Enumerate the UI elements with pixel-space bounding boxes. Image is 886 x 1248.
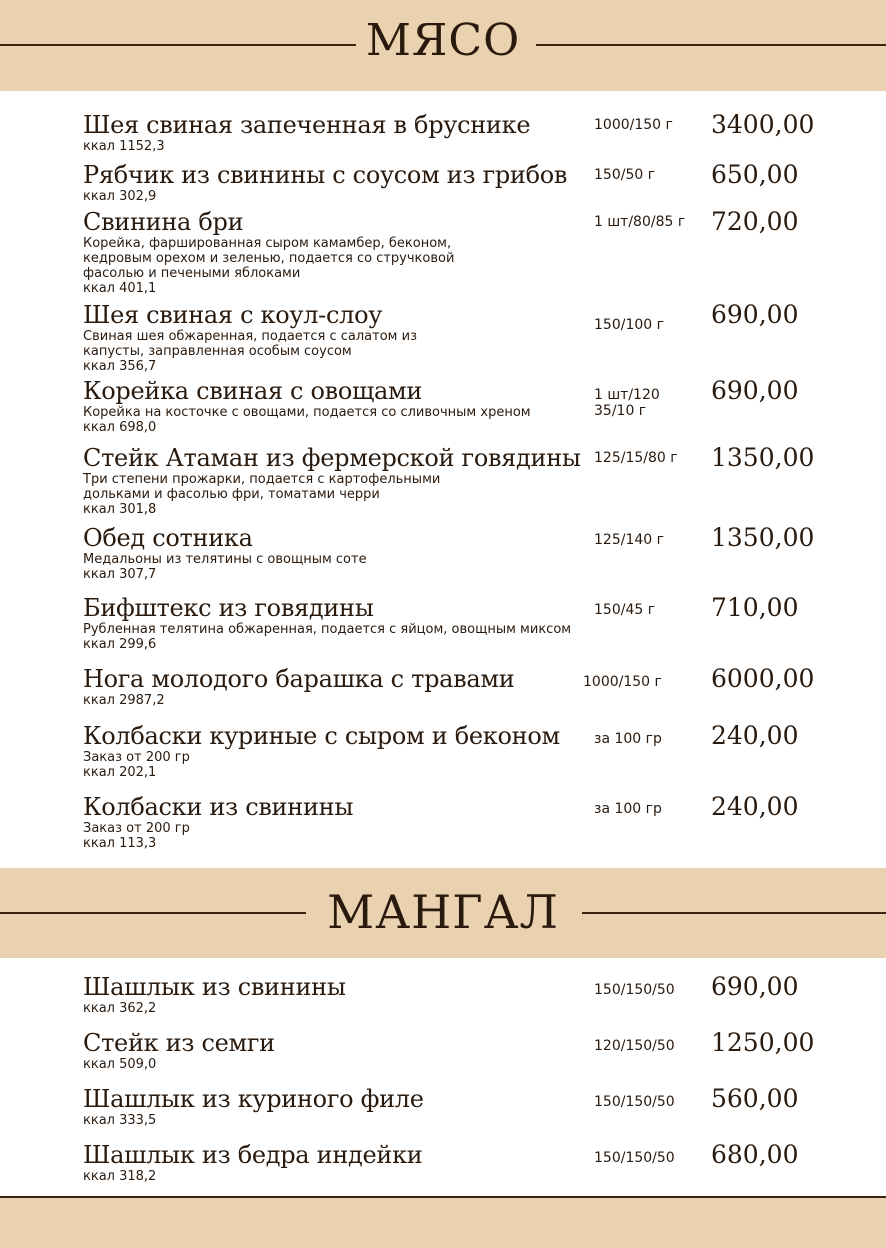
item-name: Рябчик из свинины с соусом из грибов xyxy=(83,161,568,189)
item-weight: 120/150/50 xyxy=(594,1038,675,1054)
menu-item xyxy=(83,973,863,1016)
item-name: Шашлык из бедра индейки xyxy=(83,1141,423,1169)
menu-item xyxy=(83,665,863,708)
item-name: Шашлык из свинины xyxy=(83,973,346,1001)
item-description: Корейка, фаршированная сыром камамбер, беконом, кедровым орехом и зеленью, подается со стручковой фасолью и печеными яблоками xyxy=(83,236,455,281)
menu-item xyxy=(83,111,863,154)
item-name: Шея свиная с коул-слоу xyxy=(83,301,383,329)
footer-band xyxy=(0,1196,886,1248)
item-name: Нога молодого барашка с травами xyxy=(83,665,515,693)
item-name: Стейк из семги xyxy=(83,1029,275,1057)
item-name: Обед сотника xyxy=(83,524,253,552)
menu-item xyxy=(83,793,863,851)
item-weight: 125/15/80 г xyxy=(594,450,678,466)
item-price: 690,00 xyxy=(711,300,799,329)
item-price: 240,00 xyxy=(711,721,799,750)
item-weight: 150/100 г xyxy=(594,317,664,333)
item-weight: 150/50 г xyxy=(594,167,656,183)
menu-item xyxy=(83,722,863,780)
menu-item xyxy=(83,1085,863,1128)
item-name: Колбаски куриные с сыром и беконом xyxy=(83,722,560,750)
item-kcal: ккал 362,2 xyxy=(83,1001,157,1016)
menu-item xyxy=(83,301,863,374)
item-kcal: ккал 401,1 xyxy=(83,281,157,296)
item-price: 1350,00 xyxy=(711,443,815,472)
item-name: Шея свиная запеченная в бруснике xyxy=(83,111,531,139)
item-description: Медальоны из телятины с овощным соте xyxy=(83,552,367,567)
item-price: 1250,00 xyxy=(711,1028,815,1057)
item-weight: 150/150/50 xyxy=(594,1150,675,1166)
item-price: 680,00 xyxy=(711,1140,799,1169)
grill-section-header xyxy=(0,868,886,958)
item-kcal: ккал 509,0 xyxy=(83,1057,157,1072)
item-description: Рубленная телятина обжаренная, подается с яйцом, овощным миксом xyxy=(83,622,572,637)
item-weight: 1 шт/120 35/10 г xyxy=(594,387,660,419)
item-name: Шашлык из куриного филе xyxy=(83,1085,424,1113)
item-kcal: ккал 299,6 xyxy=(83,637,157,652)
menu-item xyxy=(83,1029,863,1072)
menu-item xyxy=(83,377,863,435)
menu-item xyxy=(83,161,863,204)
menu-item xyxy=(83,444,863,517)
item-weight: за 100 гр xyxy=(594,731,662,747)
menu-item xyxy=(83,594,863,652)
menu-item xyxy=(83,1141,863,1184)
grill-section-title: МАНГАЛ xyxy=(327,885,559,939)
item-weight: 1 шт/80/85 г xyxy=(594,214,686,230)
menu-item xyxy=(83,524,863,582)
header-rule-right xyxy=(582,912,886,914)
item-description: Корейка на косточке с овощами, подается со сливочным хреном xyxy=(83,405,531,420)
item-kcal: ккал 698,0 xyxy=(83,420,157,435)
item-kcal: ккал 2987,2 xyxy=(83,693,165,708)
item-kcal: ккал 307,7 xyxy=(83,567,157,582)
item-name: Свинина бри xyxy=(83,208,244,236)
item-price: 1350,00 xyxy=(711,523,815,552)
item-price: 690,00 xyxy=(711,376,799,405)
menu-item xyxy=(83,208,863,296)
item-weight: 125/140 г xyxy=(594,532,664,548)
item-kcal: ккал 301,8 xyxy=(83,502,157,517)
item-kcal: ккал 356,7 xyxy=(83,359,157,374)
item-name: Корейка свиная с овощами xyxy=(83,377,423,405)
item-description: Заказ от 200 гр xyxy=(83,821,190,836)
item-weight: 150/150/50 xyxy=(594,1094,675,1110)
item-weight: за 100 гр xyxy=(594,801,662,817)
item-price: 6000,00 xyxy=(711,664,815,693)
item-price: 720,00 xyxy=(711,207,799,236)
item-kcal: ккал 113,3 xyxy=(83,836,157,851)
meat-section-header xyxy=(0,0,886,91)
item-price: 710,00 xyxy=(711,593,799,622)
item-weight: 1000/150 г xyxy=(583,674,662,690)
item-name: Колбаски из свинины xyxy=(83,793,354,821)
item-name: Бифштекс из говядины xyxy=(83,594,374,622)
item-kcal: ккал 333,5 xyxy=(83,1113,157,1128)
item-description: Свиная шея обжаренная, подается с салатом из капусты, заправленная особым соусом xyxy=(83,329,417,359)
item-kcal: ккал 1152,3 xyxy=(83,139,165,154)
footer-rule xyxy=(0,1196,886,1198)
item-kcal: ккал 202,1 xyxy=(83,765,157,780)
item-description: Три степени прожарки, подается с картофельными дольками и фасолью фри, томатами черри xyxy=(83,472,441,502)
item-price: 240,00 xyxy=(711,792,799,821)
item-name: Стейк Атаман из фермерской говядины xyxy=(83,444,581,472)
item-kcal: ккал 318,2 xyxy=(83,1169,157,1184)
item-price: 650,00 xyxy=(711,160,799,189)
item-weight: 1000/150 г xyxy=(594,117,673,133)
item-kcal: ккал 302,9 xyxy=(83,189,157,204)
item-weight: 150/150/50 xyxy=(594,982,675,998)
item-price: 3400,00 xyxy=(711,110,815,139)
header-rule-right xyxy=(536,44,886,46)
item-weight: 150/45 г xyxy=(594,602,656,618)
item-description: Заказ от 200 гр xyxy=(83,750,190,765)
item-price: 560,00 xyxy=(711,1084,799,1113)
meat-section-title: МЯСО xyxy=(365,15,521,66)
item-price: 690,00 xyxy=(711,972,799,1001)
